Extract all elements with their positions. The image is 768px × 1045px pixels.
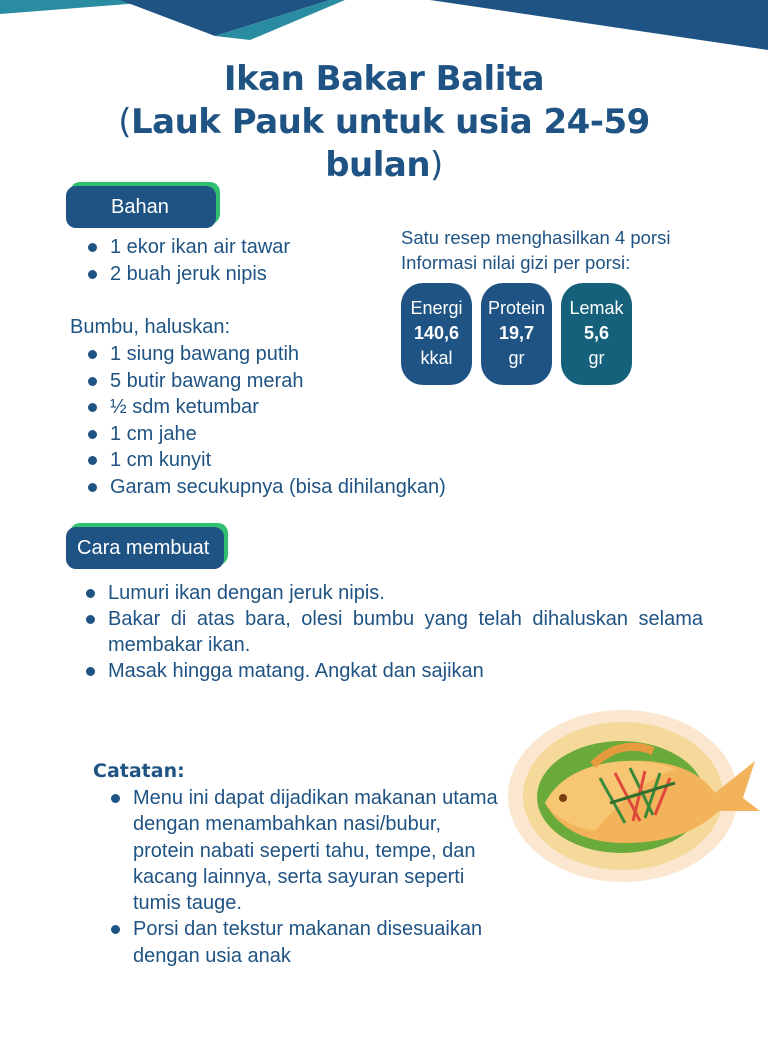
catatan-list	[133, 785, 503, 969]
grilled-fish-plate-icon	[505, 703, 767, 888]
bahan-heading: Bahan	[66, 186, 216, 228]
list-item: 5 butir bawang merah	[110, 368, 446, 395]
cara-list	[108, 580, 703, 684]
title-line-3: bulan)	[325, 145, 443, 185]
nutrition-info	[401, 225, 670, 275]
title-line-1: Ikan Bakar Balita	[223, 59, 545, 99]
list-item: Garam secukupnya (bisa dihilangkan)	[110, 474, 446, 501]
list-item: Menu ini dapat dijadikan makanan utama dengan menambahkan nasi/bubur, protein nabati seperti tahu, tempe, dan kacang lainnya, serta sayuran seperti tumis tauge.	[133, 785, 503, 916]
header-decoration	[0, 0, 768, 60]
bahan-list	[110, 234, 290, 288]
list-item: 1 cm kunyit	[110, 447, 446, 474]
list-item: 1 cm jahe	[110, 421, 446, 448]
bumbu-list	[110, 341, 446, 500]
list-item: Porsi dan tekstur makanan disesuaikan dengan usia anak	[133, 916, 503, 969]
list-item: Lumuri ikan dengan jeruk nipis.	[108, 580, 703, 606]
nutrient-fat-badge: Lemak 5,6 gr	[561, 283, 632, 385]
catatan-heading: Catatan:	[93, 760, 185, 782]
list-item: 1 ekor ikan air tawar	[110, 234, 290, 261]
list-item: Bakar di atas bara, olesi bumbu yang telah dihaluskan selama membakar ikan.	[108, 608, 703, 656]
list-item: ½ sdm ketumbar	[110, 394, 446, 421]
per-portion-text: Informasi nilai gizi per porsi:	[401, 252, 631, 273]
nutrient-protein-badge: Protein 19,7 gr	[481, 283, 552, 385]
yield-text: Satu resep menghasilkan 4 porsi	[401, 227, 671, 248]
page-title	[0, 58, 768, 187]
cara-membuat-heading: Cara membuat	[66, 527, 224, 569]
list-item: 2 buah jeruk nipis	[110, 261, 290, 288]
list-item: 1 siung bawang putih	[110, 341, 446, 368]
nutrient-energy-badge: Energi 140,6 kkal	[401, 283, 472, 385]
list-item: Masak hingga matang. Angkat dan sajikan	[108, 658, 703, 684]
title-line-2: (Lauk Pauk untuk usia 24-59	[118, 102, 650, 142]
bumbu-label: Bumbu, haluskan:	[70, 316, 231, 338]
